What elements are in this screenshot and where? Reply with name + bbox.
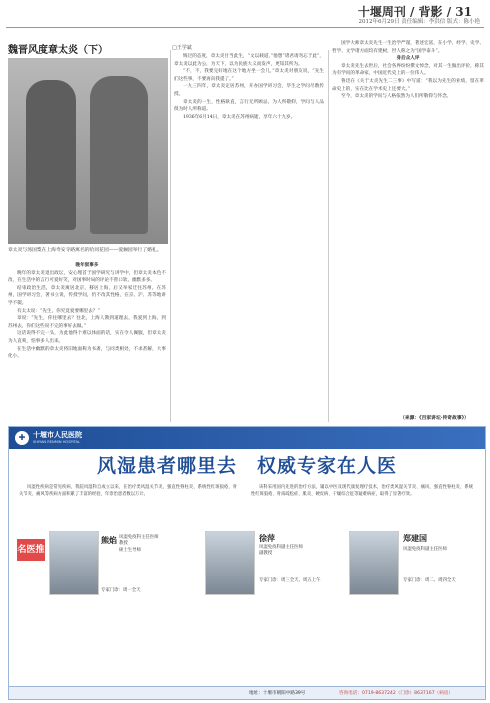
paragraph: 1936年6月14日，章太炎在苏州病逝，享年六十九岁。 (183, 114, 296, 120)
paragraph: 有太太说：“先生，你究竟爱要哪里去？” (17, 308, 100, 314)
article-column-2 (174, 53, 324, 422)
paragraph: 这话说得不完一头，为此他得个难以体面的话，实在令人佩服，但章太炎为人直爽，怕事多人出来。 (8, 331, 166, 344)
column-divider (328, 50, 329, 422)
ad-headline: 风湿患者哪里去 权威专家在人医 (96, 455, 397, 477)
paragraph: 章太炎先生去世后，社会各界纷纷撰文悼念，对其一生做出评价，称其为有学问的革命家，中国近代史上的一位伟人。 (332, 63, 484, 77)
section-tag: 名医推介 (17, 539, 45, 561)
paragraph: 至今，章太炎的学问与人格依然为人们所敬仰与怀念。 (341, 94, 452, 100)
expert-clinic-time: 专家门诊：周三全天、周五上午 (259, 578, 321, 583)
article-column-3 (332, 40, 484, 412)
expert-name: 郑建国 (403, 534, 427, 543)
photo-caption: 章太炎与汤国梨在上海寿安寺路寓名的哈同花园——爱俪园举行了婚礼。 (8, 248, 162, 253)
expert-clinic-time: 专家门诊：周一全天 (101, 588, 141, 593)
photo-figure-left (26, 80, 76, 230)
paragraph: 国学大师章太炎先生一生治学严谨，著述宏富，在小学、经学、史学、哲学、文学诸方面均有建树，世人称之为“国学泰斗”。 (332, 41, 484, 54)
article-title: 魏晋风度章太炎（下） (8, 45, 108, 56)
expert-name: 熊焰 (101, 536, 117, 545)
paragraph: 在生活中幽默的章太炎将旧地面称为书斋，与同类相处，不求甚解，大事化小。 (8, 346, 166, 360)
section-title: 十堰周刊 / 背影 / 31 (357, 5, 472, 19)
paragraph: 晚年的章太炎退出政坛，安心埋首于国学研究与讲学中，但章太炎本色不改，在生活中的言行可爱好笑，对国事时局的评论不曾口软，幽默多多。 (8, 270, 166, 284)
expert-photo (205, 531, 255, 595)
ad-phone: 咨询电话：0719-8637242（门诊）8637167（病房） (339, 691, 453, 696)
ad-intro-left: 风湿性疾病是常见疾病，我院风湿科自成立以来，在治疗类风湿关节炎、强直性脊柱炎、系统性红斑狼疮、骨关节炎、痛风等疾病方面积累了丰富的经验，年诊治患者数以万计。 (19, 485, 237, 497)
column-divider (170, 50, 171, 422)
article-column-1 (8, 262, 166, 422)
paragraph: 章太炎的一生，性格耿直，言行无所顾忌，为人所敬仰，学问与人品俱为时人所称道。 (174, 99, 324, 113)
ad-address: 地址：十堰市朝阳中路39号 (249, 691, 306, 696)
paragraph: 一九三四年，章太炎定居苏州，开办国学讲习会，毕生之学问尽数传授。 (174, 84, 324, 97)
section-heading: 身后众人评 (396, 56, 420, 62)
expert-title: 风湿免疫科主任医师 教授 硕士生导师 (119, 535, 159, 553)
ad-footer (9, 686, 485, 699)
paragraph: 悔过的态度，章太炎甘当此生，“文以载道，”他想“诸君请勿忘于此”，章太炎以此为公，为天下，以为民族大义而发声，更知其所为。 (174, 54, 324, 67)
article-author: □王学斌 (172, 45, 192, 51)
article-photo (8, 58, 168, 244)
expert-title: 风湿免疫科副主任医师 (403, 547, 447, 552)
header-divider (6, 27, 484, 28)
expert-clinic-time: 专家门诊：周二、周四全天 (403, 578, 456, 583)
expert-photo (349, 531, 399, 595)
expert-name: 徐萍 (259, 534, 275, 543)
page-meta: 2012年6月29日 责任编辑：李洪信 版式：陈小艳 (358, 19, 480, 25)
ad-banner (9, 427, 485, 449)
hospital-ad (8, 426, 486, 700)
paragraph: 章说：“先生，你往哪里去？往北，上海人教到道理去，我爱到上海，到苏州去，你们这些说不完的事好去做。” (8, 316, 166, 329)
page-header (0, 0, 490, 30)
expert-photo (49, 531, 99, 595)
paragraph: 鲁迅在《关于太炎先生二三事》中写道：“我以为先生的业绩，留在革命史上的，实在比在学术史上还要大。” (332, 78, 484, 92)
article-source: （来源：《百家讲坛·传奇故事》） (400, 415, 469, 421)
paragraph: 结束政治生活，章太炎寓居北京，移居上海，后又举家迁往苏州。在苏州，国学讲习会，著书立说，传授学问，仍不改其性格，在京、沪、苏等地讲学不辍。 (8, 285, 166, 306)
ad-brand-name: 十堰市人民医院 (33, 431, 82, 439)
section-heading: 晚年狱事多 (75, 263, 99, 268)
hospital-logo-icon: ✚ (15, 431, 29, 445)
ad-brand-english: SHIYAN RENMIN HOSPITAL (33, 440, 81, 444)
paragraph: “不，不，我要完好地在这个地方坐一会儿，”章太炎对朋友说，“先生们这些事，不要再向我提了。” (174, 69, 324, 82)
photo-figure-right (90, 76, 148, 234)
ad-intro-right: 该科采用国内先进的治疗方法，辅以中医及现代康复理疗技术，治疗类风湿关节炎、痛风、强直性脊柱炎、系统性红斑狼疮、骨质疏松症、肌炎、硬皮病、干燥综合征等疑难病症，取得了显著疗效。 (251, 485, 473, 497)
expert-title: 风湿免疫科副主任医师 副教授 (259, 545, 303, 557)
